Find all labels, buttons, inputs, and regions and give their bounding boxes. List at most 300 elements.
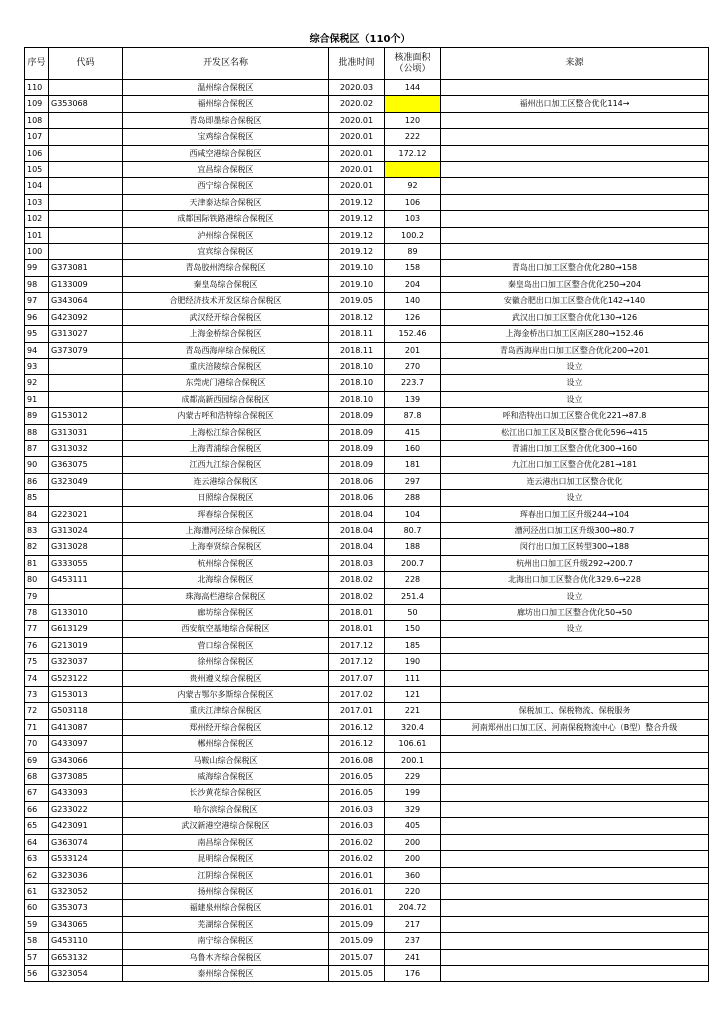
approved-area: 150	[385, 621, 441, 637]
zone-name: 乌鲁木齐综合保税区	[123, 949, 329, 965]
zone-code: G153013	[49, 687, 123, 703]
approval-date: 2016.05	[329, 769, 385, 785]
approved-area: 89	[385, 244, 441, 260]
row-number: 74	[25, 670, 49, 686]
zone-name: 南昌综合保税区	[123, 834, 329, 850]
table-body	[25, 80, 709, 982]
row-number: 85	[25, 490, 49, 506]
header-code: 代码	[49, 48, 123, 80]
zone-source	[441, 965, 709, 981]
zone-source	[441, 194, 709, 210]
zone-name: 东莞虎门港综合保税区	[123, 375, 329, 391]
row-number: 73	[25, 687, 49, 703]
zone-name: 成都高新西园综合保税区	[123, 391, 329, 407]
approval-date: 2016.01	[329, 867, 385, 883]
table-row	[25, 818, 709, 834]
approved-area: 176	[385, 965, 441, 981]
zone-name: 上海青浦综合保税区	[123, 440, 329, 456]
table-row	[25, 916, 709, 932]
approval-date: 2017.02	[329, 687, 385, 703]
zone-source	[441, 211, 709, 227]
approved-area: 204	[385, 276, 441, 292]
zone-source: 青岛出口加工区整合优化280→158	[441, 260, 709, 276]
zone-source: 漕河泾出口加工区升级300→80.7	[441, 522, 709, 538]
zone-code: G343065	[49, 916, 123, 932]
table-row	[25, 522, 709, 538]
zone-source	[441, 785, 709, 801]
approved-area: 172.12	[385, 145, 441, 161]
zone-source: 呼和浩特出口加工区整合优化221→87.8	[441, 408, 709, 424]
table-row	[25, 473, 709, 489]
approved-area: 188	[385, 539, 441, 555]
row-number: 59	[25, 916, 49, 932]
zone-code	[49, 588, 123, 604]
table-row	[25, 851, 709, 867]
header-source: 来源	[441, 48, 709, 80]
zone-code: G373079	[49, 342, 123, 358]
table-row	[25, 572, 709, 588]
approved-area: 201	[385, 342, 441, 358]
zone-name: 郴州综合保税区	[123, 736, 329, 752]
table-row	[25, 457, 709, 473]
approved-area: 415	[385, 424, 441, 440]
zone-name: 合肥经济技术开发区综合保税区	[123, 293, 329, 309]
approval-date: 2016.03	[329, 818, 385, 834]
table-row	[25, 605, 709, 621]
row-number: 57	[25, 949, 49, 965]
approval-date: 2020.01	[329, 112, 385, 128]
zone-name: 珲春综合保税区	[123, 506, 329, 522]
table-row	[25, 162, 709, 178]
zone-source: 珲春出口加工区升级244→104	[441, 506, 709, 522]
approval-date: 2018.09	[329, 457, 385, 473]
zone-name: 南宁综合保税区	[123, 933, 329, 949]
approval-date: 2020.01	[329, 178, 385, 194]
zone-source: 连云港出口加工区整合优化	[441, 473, 709, 489]
row-number: 103	[25, 194, 49, 210]
table-row	[25, 424, 709, 440]
approved-area: 106	[385, 194, 441, 210]
zone-code: G323054	[49, 965, 123, 981]
zone-name: 马鞍山综合保税区	[123, 752, 329, 768]
zone-source: 闵行出口加工区转型300→188	[441, 539, 709, 555]
zone-code: G523122	[49, 670, 123, 686]
table-row	[25, 293, 709, 309]
zone-source	[441, 654, 709, 670]
zone-code: G453111	[49, 572, 123, 588]
bonded-zone-table	[24, 47, 709, 982]
row-number: 78	[25, 605, 49, 621]
zone-code: G153012	[49, 408, 123, 424]
row-number: 90	[25, 457, 49, 473]
zone-source	[441, 112, 709, 128]
table-row	[25, 637, 709, 653]
zone-source: 武汉出口加工区整合优化130→126	[441, 309, 709, 325]
table-row	[25, 539, 709, 555]
zone-source: 杭州出口加工区升级292→200.7	[441, 555, 709, 571]
table-row	[25, 883, 709, 899]
approval-date: 2018.06	[329, 490, 385, 506]
row-number: 69	[25, 752, 49, 768]
row-number: 94	[25, 342, 49, 358]
zone-name: 郑州经开综合保税区	[123, 719, 329, 735]
zone-code: G343066	[49, 752, 123, 768]
approved-area: 222	[385, 129, 441, 145]
approved-area: 106.61	[385, 736, 441, 752]
approved-area: 152.46	[385, 326, 441, 342]
zone-code: G503118	[49, 703, 123, 719]
zone-code: G423092	[49, 309, 123, 325]
header-row	[25, 48, 709, 80]
row-number: 72	[25, 703, 49, 719]
zone-name: 西宁综合保税区	[123, 178, 329, 194]
zone-name: 江西九江综合保税区	[123, 457, 329, 473]
row-number: 95	[25, 326, 49, 342]
zone-name: 徐州综合保税区	[123, 654, 329, 670]
table-row	[25, 490, 709, 506]
approval-date: 2016.01	[329, 883, 385, 899]
zone-code: G353068	[49, 96, 123, 112]
zone-source	[441, 867, 709, 883]
zone-code	[49, 129, 123, 145]
zone-code: G363075	[49, 457, 123, 473]
table-row	[25, 933, 709, 949]
zone-name: 泰州综合保税区	[123, 965, 329, 981]
zone-source: 廊坊出口加工区整合优化50→50	[441, 605, 709, 621]
zone-source	[441, 883, 709, 899]
approved-area: 270	[385, 358, 441, 374]
approval-date: 2018.10	[329, 358, 385, 374]
zone-name: 西安航空基地综合保税区	[123, 621, 329, 637]
approval-date: 2015.07	[329, 949, 385, 965]
approved-area: 120	[385, 112, 441, 128]
approval-date: 2018.02	[329, 572, 385, 588]
zone-source: 设立	[441, 588, 709, 604]
zone-source	[441, 227, 709, 243]
zone-source	[441, 818, 709, 834]
approval-date: 2020.01	[329, 145, 385, 161]
row-number: 67	[25, 785, 49, 801]
approval-date: 2016.05	[329, 785, 385, 801]
row-number: 81	[25, 555, 49, 571]
zone-code	[49, 211, 123, 227]
table-row	[25, 391, 709, 407]
row-number: 101	[25, 227, 49, 243]
zone-name: 哈尔滨综合保税区	[123, 801, 329, 817]
table-row	[25, 342, 709, 358]
table-row	[25, 588, 709, 604]
zone-name: 上海松江综合保税区	[123, 424, 329, 440]
approved-area: 199	[385, 785, 441, 801]
approved-area: 144	[385, 80, 441, 96]
row-number: 107	[25, 129, 49, 145]
zone-source: 松江出口加工区及B区整合优化596→415	[441, 424, 709, 440]
row-number: 99	[25, 260, 49, 276]
header-area: 核准面积（公顷）	[385, 48, 441, 80]
approval-date: 2016.01	[329, 900, 385, 916]
approval-date: 2018.10	[329, 375, 385, 391]
table-row	[25, 129, 709, 145]
approved-area: 200.1	[385, 752, 441, 768]
row-number: 89	[25, 408, 49, 424]
zone-code: G313027	[49, 326, 123, 342]
zone-source	[441, 637, 709, 653]
approval-date: 2018.04	[329, 539, 385, 555]
zone-name: 成都国际铁路港综合保税区	[123, 211, 329, 227]
zone-source	[441, 933, 709, 949]
zone-source: 设立	[441, 391, 709, 407]
zone-code	[49, 112, 123, 128]
row-number: 58	[25, 933, 49, 949]
approval-date: 2018.09	[329, 408, 385, 424]
approval-date: 2020.02	[329, 96, 385, 112]
approved-area	[385, 96, 441, 112]
table-row	[25, 260, 709, 276]
table-row	[25, 112, 709, 128]
zone-code	[49, 145, 123, 161]
zone-name: 扬州综合保税区	[123, 883, 329, 899]
zone-name: 福州综合保税区	[123, 96, 329, 112]
table-row	[25, 227, 709, 243]
zone-code: G613129	[49, 621, 123, 637]
zone-name: 内蒙古鄂尔多斯综合保税区	[123, 687, 329, 703]
zone-code	[49, 391, 123, 407]
row-number: 97	[25, 293, 49, 309]
approval-date: 2018.11	[329, 342, 385, 358]
table-row	[25, 949, 709, 965]
zone-name: 重庆涪陵综合保税区	[123, 358, 329, 374]
approval-date: 2018.09	[329, 424, 385, 440]
zone-code	[49, 358, 123, 374]
zone-code: G343064	[49, 293, 123, 309]
approved-area: 221	[385, 703, 441, 719]
zone-code: G653132	[49, 949, 123, 965]
zone-code: G353073	[49, 900, 123, 916]
zone-source: 青岛西海岸出口加工区整合优化200→201	[441, 342, 709, 358]
approval-date: 2017.12	[329, 637, 385, 653]
approval-date: 2017.07	[329, 670, 385, 686]
approval-date: 2019.12	[329, 244, 385, 260]
table-row	[25, 670, 709, 686]
approval-date: 2018.06	[329, 473, 385, 489]
table-row	[25, 358, 709, 374]
row-number: 63	[25, 851, 49, 867]
row-number: 80	[25, 572, 49, 588]
zone-code: G433093	[49, 785, 123, 801]
row-number: 56	[25, 965, 49, 981]
approved-area: 103	[385, 211, 441, 227]
approval-date: 2019.12	[329, 227, 385, 243]
approval-date: 2018.09	[329, 440, 385, 456]
zone-code: G533124	[49, 851, 123, 867]
approval-date: 2018.10	[329, 391, 385, 407]
table-row	[25, 145, 709, 161]
approval-date: 2018.12	[329, 309, 385, 325]
row-number: 66	[25, 801, 49, 817]
approval-date: 2015.05	[329, 965, 385, 981]
approved-area: 104	[385, 506, 441, 522]
approval-date: 2018.04	[329, 506, 385, 522]
zone-name: 上海金桥综合保税区	[123, 326, 329, 342]
zone-code: G373081	[49, 260, 123, 276]
approved-area: 87.8	[385, 408, 441, 424]
approved-area: 126	[385, 309, 441, 325]
approval-date: 2016.12	[329, 719, 385, 735]
table-row	[25, 375, 709, 391]
approved-area: 204.72	[385, 900, 441, 916]
approved-area: 121	[385, 687, 441, 703]
zone-name: 贵州遵义综合保税区	[123, 670, 329, 686]
approved-area: 217	[385, 916, 441, 932]
row-number: 91	[25, 391, 49, 407]
zone-name: 昆明综合保税区	[123, 851, 329, 867]
zone-source	[441, 244, 709, 260]
approved-area: 160	[385, 440, 441, 456]
zone-name: 廊坊综合保税区	[123, 605, 329, 621]
row-number: 62	[25, 867, 49, 883]
approval-date: 2020.01	[329, 162, 385, 178]
table-row	[25, 326, 709, 342]
table-row	[25, 687, 709, 703]
zone-source: 河南郑州出口加工区、河南保税物流中心（B型）整合升级	[441, 719, 709, 735]
zone-source: 设立	[441, 490, 709, 506]
zone-code: G133010	[49, 605, 123, 621]
zone-name: 上海奉贤综合保税区	[123, 539, 329, 555]
approved-area: 181	[385, 457, 441, 473]
approval-date: 2019.12	[329, 211, 385, 227]
table-row	[25, 506, 709, 522]
row-number: 64	[25, 834, 49, 850]
zone-source: 九江出口加工区整合优化281→181	[441, 457, 709, 473]
row-number: 93	[25, 358, 49, 374]
table-row	[25, 736, 709, 752]
approved-area: 228	[385, 572, 441, 588]
approved-area: 220	[385, 883, 441, 899]
zone-source	[441, 916, 709, 932]
zone-code: G323037	[49, 654, 123, 670]
approval-date: 2016.02	[329, 834, 385, 850]
zone-name: 宜宾综合保税区	[123, 244, 329, 260]
approved-area: 360	[385, 867, 441, 883]
approval-date: 2017.12	[329, 654, 385, 670]
approved-area	[385, 162, 441, 178]
zone-source	[441, 145, 709, 161]
table-row	[25, 555, 709, 571]
table-row	[25, 194, 709, 210]
zone-code: G313032	[49, 440, 123, 456]
approval-date: 2018.01	[329, 621, 385, 637]
row-number: 109	[25, 96, 49, 112]
approval-date: 2018.04	[329, 522, 385, 538]
approved-area: 111	[385, 670, 441, 686]
zone-code: G433097	[49, 736, 123, 752]
zone-code: G323052	[49, 883, 123, 899]
zone-source	[441, 687, 709, 703]
approval-date: 2018.01	[329, 605, 385, 621]
approval-date: 2019.10	[329, 260, 385, 276]
zone-source	[441, 670, 709, 686]
zone-code: G453110	[49, 933, 123, 949]
approval-date: 2018.02	[329, 588, 385, 604]
zone-name: 江阴综合保税区	[123, 867, 329, 883]
zone-name: 威海综合保税区	[123, 769, 329, 785]
table-row	[25, 440, 709, 456]
table-row	[25, 719, 709, 735]
table-row	[25, 900, 709, 916]
approval-date: 2016.08	[329, 752, 385, 768]
table-row	[25, 867, 709, 883]
zone-name: 芜湖综合保税区	[123, 916, 329, 932]
zone-code: G313028	[49, 539, 123, 555]
zone-code	[49, 227, 123, 243]
approval-date: 2016.03	[329, 801, 385, 817]
zone-code: G213019	[49, 637, 123, 653]
table-row	[25, 703, 709, 719]
approved-area: 50	[385, 605, 441, 621]
row-number: 102	[25, 211, 49, 227]
row-number: 108	[25, 112, 49, 128]
zone-name: 西咸空港综合保税区	[123, 145, 329, 161]
approval-date: 2015.09	[329, 916, 385, 932]
zone-name: 珠海高栏港综合保税区	[123, 588, 329, 604]
approval-date: 2018.11	[329, 326, 385, 342]
approved-area: 140	[385, 293, 441, 309]
zone-name: 温州综合保税区	[123, 80, 329, 96]
approved-area: 320.4	[385, 719, 441, 735]
zone-name: 上海漕河泾综合保税区	[123, 522, 329, 538]
table-row	[25, 96, 709, 112]
zone-source	[441, 949, 709, 965]
table-row	[25, 244, 709, 260]
approval-date: 2018.03	[329, 555, 385, 571]
header-no: 序号	[25, 48, 49, 80]
table-row	[25, 769, 709, 785]
approved-area: 200	[385, 851, 441, 867]
row-number: 68	[25, 769, 49, 785]
approved-area: 229	[385, 769, 441, 785]
table-row	[25, 408, 709, 424]
approval-date: 2019.12	[329, 194, 385, 210]
table-row	[25, 965, 709, 981]
row-number: 76	[25, 637, 49, 653]
row-number: 70	[25, 736, 49, 752]
zone-name: 连云港综合保税区	[123, 473, 329, 489]
zone-name: 青岛西海岸综合保税区	[123, 342, 329, 358]
row-number: 65	[25, 818, 49, 834]
zone-name: 重庆江津综合保税区	[123, 703, 329, 719]
approved-area: 200.7	[385, 555, 441, 571]
approved-area: 405	[385, 818, 441, 834]
approval-date: 2019.10	[329, 276, 385, 292]
zone-name: 内蒙古呼和浩特综合保税区	[123, 408, 329, 424]
zone-code: G373085	[49, 769, 123, 785]
table-row	[25, 211, 709, 227]
zone-name: 泸州综合保税区	[123, 227, 329, 243]
zone-code	[49, 490, 123, 506]
row-number: 104	[25, 178, 49, 194]
approval-date: 2015.09	[329, 933, 385, 949]
zone-source: 秦皇岛出口加工区整合优化250→204	[441, 276, 709, 292]
table-row	[25, 752, 709, 768]
zone-name: 福建泉州综合保税区	[123, 900, 329, 916]
zone-source	[441, 162, 709, 178]
row-number: 87	[25, 440, 49, 456]
zone-code: G223021	[49, 506, 123, 522]
approved-area: 223.7	[385, 375, 441, 391]
table-row	[25, 834, 709, 850]
zone-source	[441, 178, 709, 194]
row-number: 61	[25, 883, 49, 899]
